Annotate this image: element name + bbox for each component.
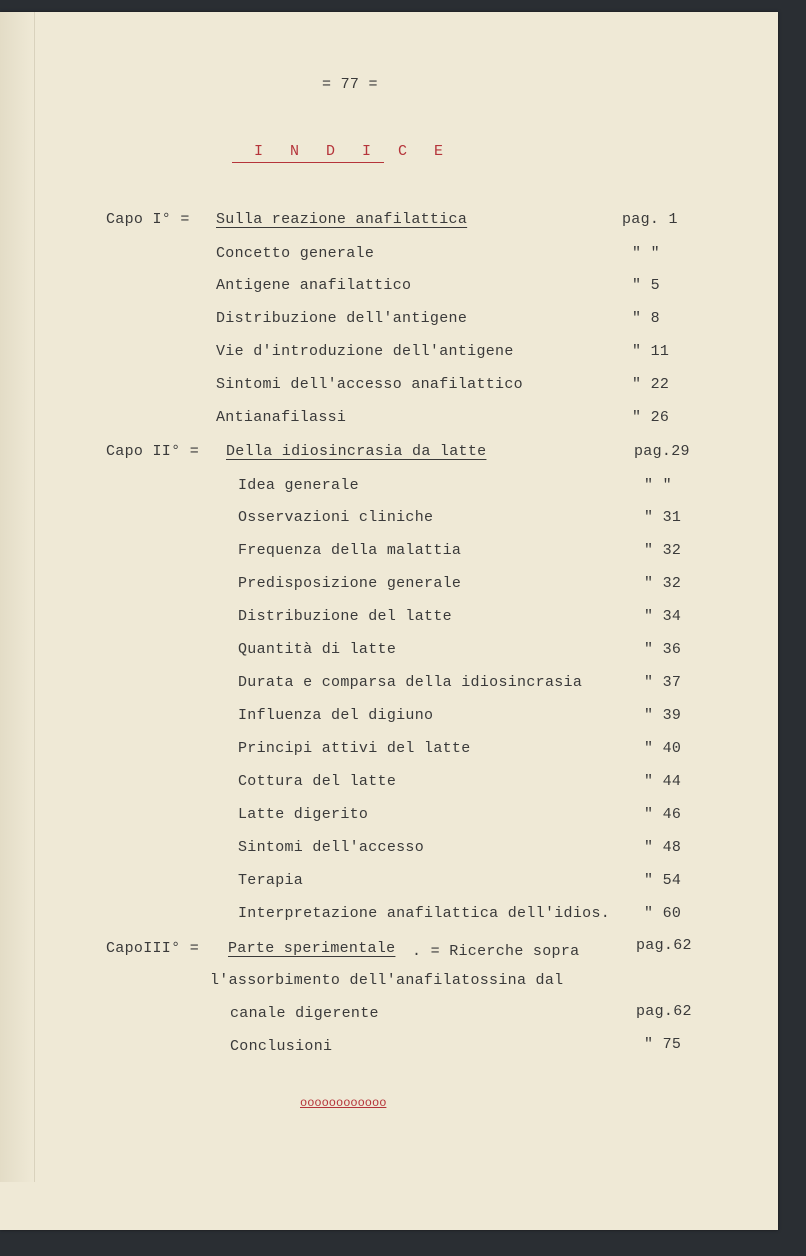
toc-entry: Sintomi dell'accesso anafilattico [216,376,523,393]
toc-entry: Osservazioni cliniche [238,509,434,526]
toc-page: " 32 [644,542,682,559]
toc-entry: Latte digerito [238,806,369,823]
toc-page: " " [632,245,660,262]
toc-entry: Idea generale [238,477,359,494]
toc-entry: Distribuzione dell'antigene [216,310,468,327]
toc-entry: Influenza del digiuno [238,707,434,724]
toc-page: " 44 [644,773,682,790]
toc-page: " 48 [644,839,682,856]
toc-entry: Distribuzione del latte [238,608,452,625]
toc-entry: Interpretazione anafilattica dell'idios. [238,905,611,922]
chapter3-subtitle-ref: pag.62 [636,1003,692,1020]
page-number: = 77 = [322,76,378,93]
title-underline [232,162,384,163]
toc-entry: Vie d'introduzione dell'antigene [216,343,514,360]
chapter1-page-ref: pag. 1 [622,211,678,228]
toc-page: " 46 [644,806,682,823]
toc-page: " 22 [632,376,670,393]
toc-page: " " [644,477,672,494]
toc-entry: Quantità di latte [238,641,397,658]
toc-page: " 5 [632,277,660,294]
toc-page: " 54 [644,872,682,889]
toc-page: " 60 [644,905,682,922]
toc-entry: Durata e comparsa della idiosincrasia [238,674,583,691]
end-rule: oooooooooooo [300,1096,387,1110]
toc-page: " 37 [644,674,682,691]
toc-entry: Frequenza della malattia [238,542,462,559]
chapter3-subtitle-line3: canale digerente [230,1005,379,1022]
toc-page: " 39 [644,707,682,724]
chapter3-subtitle-line2: l'assorbimento dell'anafilatossina dal [210,972,564,989]
toc-entry: Sintomi dell'accesso [238,839,425,856]
chapter3-title: Parte sperimentale [228,940,396,957]
binding-fold [0,12,35,1182]
toc-page: " 36 [644,641,682,658]
index-title: I N D I C E [254,143,453,160]
chapter3-page-ref: pag.62 [636,937,692,954]
toc-page: " 32 [644,575,682,592]
toc-page: " 34 [644,608,682,625]
chapter1-label: Capo I° = [106,211,190,228]
chapter3-label: CapoIII° = [106,940,200,957]
toc-entry: Terapia [238,872,304,889]
toc-page: " 31 [644,509,682,526]
chapter2-title: Della idiosincrasia da latte [226,443,487,460]
toc-page: " 8 [632,310,660,327]
toc-entry: Cottura del latte [238,773,397,790]
chapter3-subtitle: . = Ricerche sopra [412,943,580,960]
toc-entry: Concetto generale [216,245,375,262]
toc-page: " 26 [632,409,670,426]
toc-entry: Predisposizione generale [238,575,462,592]
conclusion-entry: Conclusioni [230,1038,333,1055]
toc-page: " 11 [632,343,670,360]
chapter2-label: Capo II° = [106,443,200,460]
chapter1-title: Sulla reazione anafilattica [216,211,468,228]
conclusion-page: " 75 [644,1036,682,1053]
toc-entry: Principi attivi del latte [238,740,471,757]
chapter2-page-ref: pag.29 [634,443,690,460]
toc-entry: Antigene anafilattico [216,277,412,294]
toc-entry: Antianafilassi [216,409,347,426]
toc-page: " 40 [644,740,682,757]
